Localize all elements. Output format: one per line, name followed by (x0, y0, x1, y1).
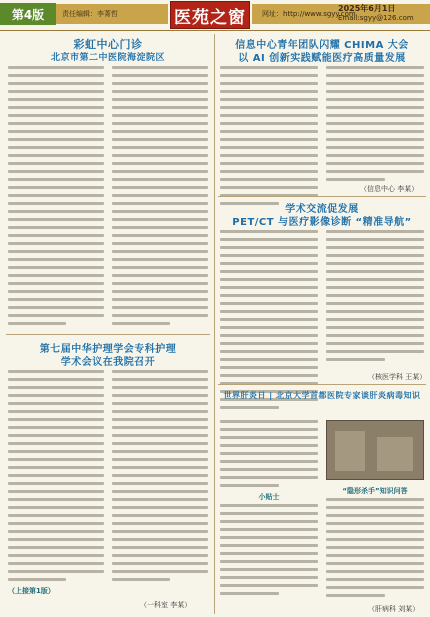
article-3-credit: （信息中心 李某） (360, 185, 419, 193)
article-3-title-line2: 以 AI 创新实践赋能医疗高质量发展 (238, 53, 406, 64)
article-3-body-left (220, 66, 318, 210)
article-4-credit: （核医学科 王某） (368, 373, 427, 381)
section-divider (218, 196, 426, 197)
article-4-title: 学术交流促发展 (285, 204, 359, 215)
article-5-subhead-2: “隐形杀手”知识问答 (342, 487, 408, 495)
email: Email:sgyy@126.com (338, 14, 414, 22)
article-2-title: 第七届中华护理学会专科护理 (39, 344, 177, 355)
article-4-title-line2: PET/CT 与医疗影像诊断 “精准导航” (232, 217, 412, 228)
article-2-body-left (8, 370, 104, 586)
article-5-credit: （肝病科 刘某） (368, 605, 420, 613)
article-4-body-right (326, 230, 424, 366)
news-photo (326, 420, 424, 480)
article-2-title-line2: 学术会议在我院召开 (60, 357, 156, 368)
section-divider (218, 384, 426, 385)
page-number: 第4版 (0, 3, 56, 25)
header-rule (0, 30, 430, 31)
article-1-body-left (8, 66, 104, 330)
article-5-body-right (326, 498, 424, 602)
page-header (0, 0, 430, 32)
article-1-body-right (112, 66, 208, 330)
article-2-note: （上接第1版） (8, 587, 55, 595)
article-2-credit: （一科室 李某） (140, 601, 192, 609)
article-1-subtitle: 北京市第二中医院海淀院区 (50, 53, 165, 63)
article-1-title: 彩虹中心门诊 (73, 38, 143, 51)
column-divider (214, 34, 215, 614)
article-3-title: 信息中心青年团队闪耀 CHIMA 大会 (235, 40, 409, 51)
issue-date: 2025年6月1日 (338, 4, 396, 13)
article-5-body-left (220, 420, 318, 492)
article-5-title: 世界肝炎日 | 北京大学首都医院专家谈肝炎病毒知识 (223, 391, 421, 400)
section-divider (6, 334, 210, 335)
article-2-body-right (112, 370, 208, 586)
editor-credit: 责任编辑：李菁哲 (62, 10, 118, 18)
section-brand: 医苑之窗 (170, 1, 250, 29)
website: 网址：http://www.sgyy.com (262, 10, 356, 18)
article-3-body-right (326, 66, 424, 186)
article-5-body-left-2 (220, 504, 318, 600)
article-4-body-left (220, 230, 318, 414)
article-5-subhead-1: 小贴士 (258, 493, 280, 501)
